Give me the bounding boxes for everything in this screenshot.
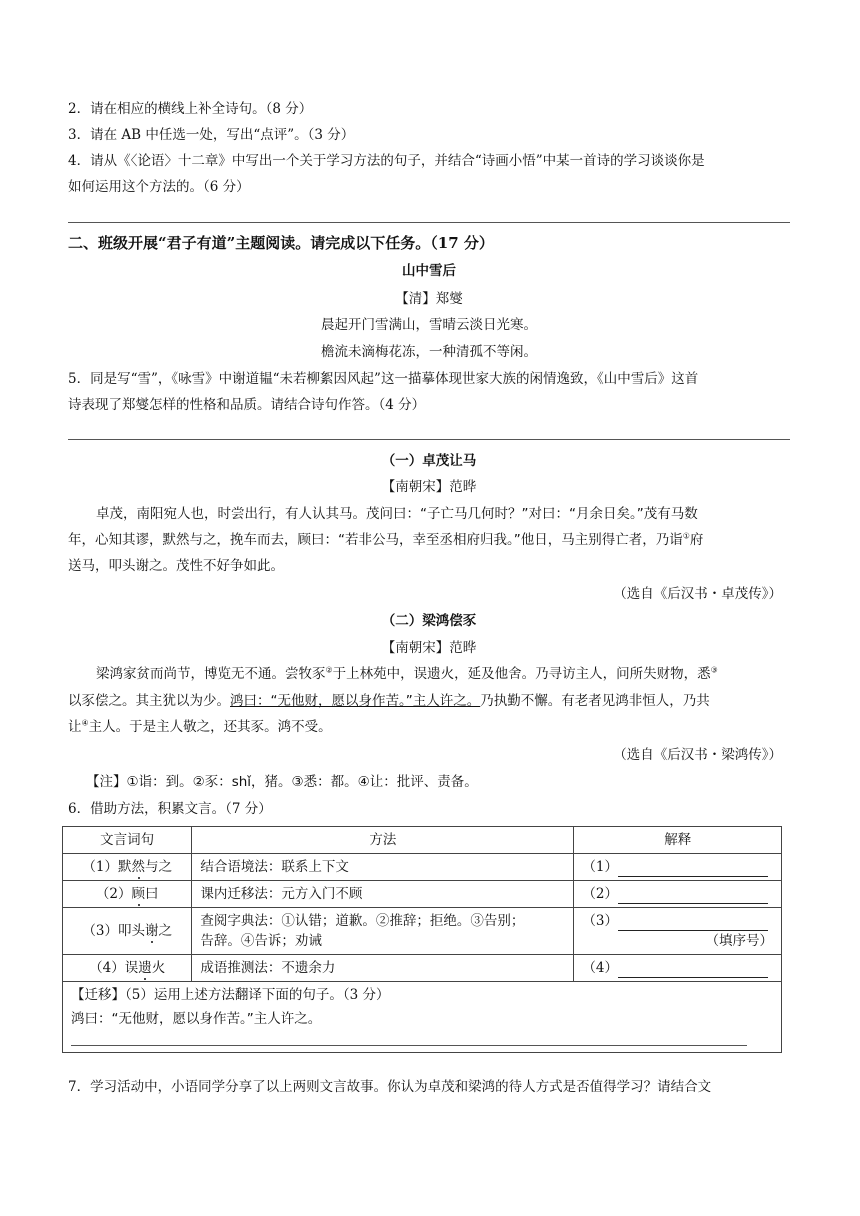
answer-cell[interactable]: （1） (574, 854, 782, 881)
method-cell: 成语推测法：不遗余力 (192, 955, 574, 982)
answer-blank[interactable] (618, 963, 768, 978)
text2-para-line1: 梁鸿家贫而尚节，博览无不通。尝牧豕②于上林苑中，误遗火，延及他舍。乃寻访主人，问所失财物，悉③ (96, 665, 718, 682)
text2-para-line3: 让④主人。于是主人敬之，还其豕。鸿不受。 (68, 718, 332, 735)
poem-line-2: 檐流未滴梅花冻，一种清孤不等闲。 (321, 344, 537, 360)
answer-blank[interactable] (618, 889, 768, 904)
answer-blank[interactable] (618, 862, 768, 877)
text2-author: 【南朝宋】范晔 (381, 640, 477, 656)
question-2: 2．请在相应的横线上补全诗句。（8 分） (68, 101, 313, 117)
table-row (63, 854, 782, 881)
text2-source: （选自《后汉书・梁鸿传》） (613, 747, 782, 763)
table-header: 方法 (192, 827, 574, 854)
table-row (63, 982, 782, 1053)
text1-author: 【南朝宋】范晔 (381, 479, 477, 495)
text1-title: （一）卓茂让马 (381, 453, 477, 469)
table-row (63, 908, 782, 955)
text1-para-line1: 卓茂，南阳宛人也，时尝出行，有人认其马。茂问曰：“子亡马几何时？”对曰：“月余日矣。”茂有马数 (96, 506, 698, 522)
question-7: 7．学习活动中，小语同学分享了以上两则文言故事。你认为卓茂和梁鸿的待人方式是否值得学习？请结合文 (68, 1079, 712, 1095)
question-5-line2: 诗表现了郑燮怎样的性格和品质。请结合诗句作答。（4 分） (68, 397, 426, 413)
question-4-line2: 如何运用这个方法的。（6 分） (68, 179, 250, 195)
transfer-prompt: 【迁移】（5）运用上述方法翻译下面的句子。（3 分） (71, 987, 390, 1003)
phrase-cell: （4）误遗火 (63, 955, 192, 982)
answer-blank[interactable] (618, 916, 768, 931)
transfer-cell (63, 982, 782, 1053)
question-3: 3．请在 AB 中任选一处，写出“点评”。（3 分） (68, 127, 355, 143)
text1-para-line2: 年，心知其谬，默然与之，挽车而去，顾曰：“若非公马，幸至丞相府归我。”他日，马主别得亡者，乃诣①府 (68, 531, 704, 548)
method-cell: 结合语境法：联系上下文 (192, 854, 574, 881)
vocab-table (62, 826, 782, 1053)
notes: 【注】①诣：到。②豕：shǐ，猪。③悉：都。④让：批评、责备。 (86, 774, 478, 790)
transfer-sentence: 鸿曰：“无他财，愿以身作苦。”主人许之。 (71, 1011, 322, 1027)
phrase-cell: （2）顾曰 (63, 881, 192, 908)
section-2-heading: 二、班级开展“君子有道”主题阅读。请完成以下任务。（17 分） (68, 234, 494, 252)
answer-cell[interactable]: （4） (574, 955, 782, 982)
question-5-line1: 5．同是写“雪”，《咏雪》中谢道韫“未若柳絮因风起”这一描摹体现世家大族的闲情逸致，《山中雪后》这首 (68, 371, 699, 387)
table-row (63, 955, 782, 982)
poem-line-1: 晨起开门雪满山，雪晴云淡日光寒。 (321, 317, 537, 333)
translation-blank[interactable] (71, 1043, 747, 1046)
table-header: 文言词句 (63, 827, 192, 854)
table-header: 解释 (574, 827, 782, 854)
question-4-line1: 4．请从《〈论语〉十二章》中写出一个关于学习方法的句子，并结合“诗画小悟”中某一首诗的学习谈谈你是 (68, 153, 705, 169)
text1-para-line3: 送马，叩头谢之。茂性不好争如此。 (68, 558, 284, 574)
phrase-cell: （1）默然与之 (63, 854, 192, 881)
method-cell: 课内迁移法：元方入门不顾 (192, 881, 574, 908)
table-row (63, 881, 782, 908)
poem-author: 【清】郑燮 (395, 291, 463, 307)
answer-line (68, 439, 790, 440)
question-6: 6．借助方法，积累文言。（7 分） (68, 801, 272, 817)
answer-cell[interactable]: （3） （填序号） (574, 908, 782, 955)
poem-title: 山中雪后 (402, 263, 456, 279)
text2-para-line2: 以豕偿之。其主犹以为少。鸿曰：“无他财，愿以身作苦。”主人许之。乃执勤不懈。有老者见鸿非恒人，乃共 (68, 693, 710, 709)
answer-line (68, 222, 790, 223)
text1-source: （选自《后汉书・卓茂传》） (613, 586, 782, 602)
answer-cell[interactable]: （2） (574, 881, 782, 908)
text2-title: （二）梁鸿偿豕 (381, 613, 477, 629)
phrase-cell: （3）叩头谢之 (63, 908, 192, 955)
method-cell: 查阅字典法：①认错；道歉。②推辞；拒绝。③告别； 告辞。④告诉；劝诫 (192, 908, 574, 955)
